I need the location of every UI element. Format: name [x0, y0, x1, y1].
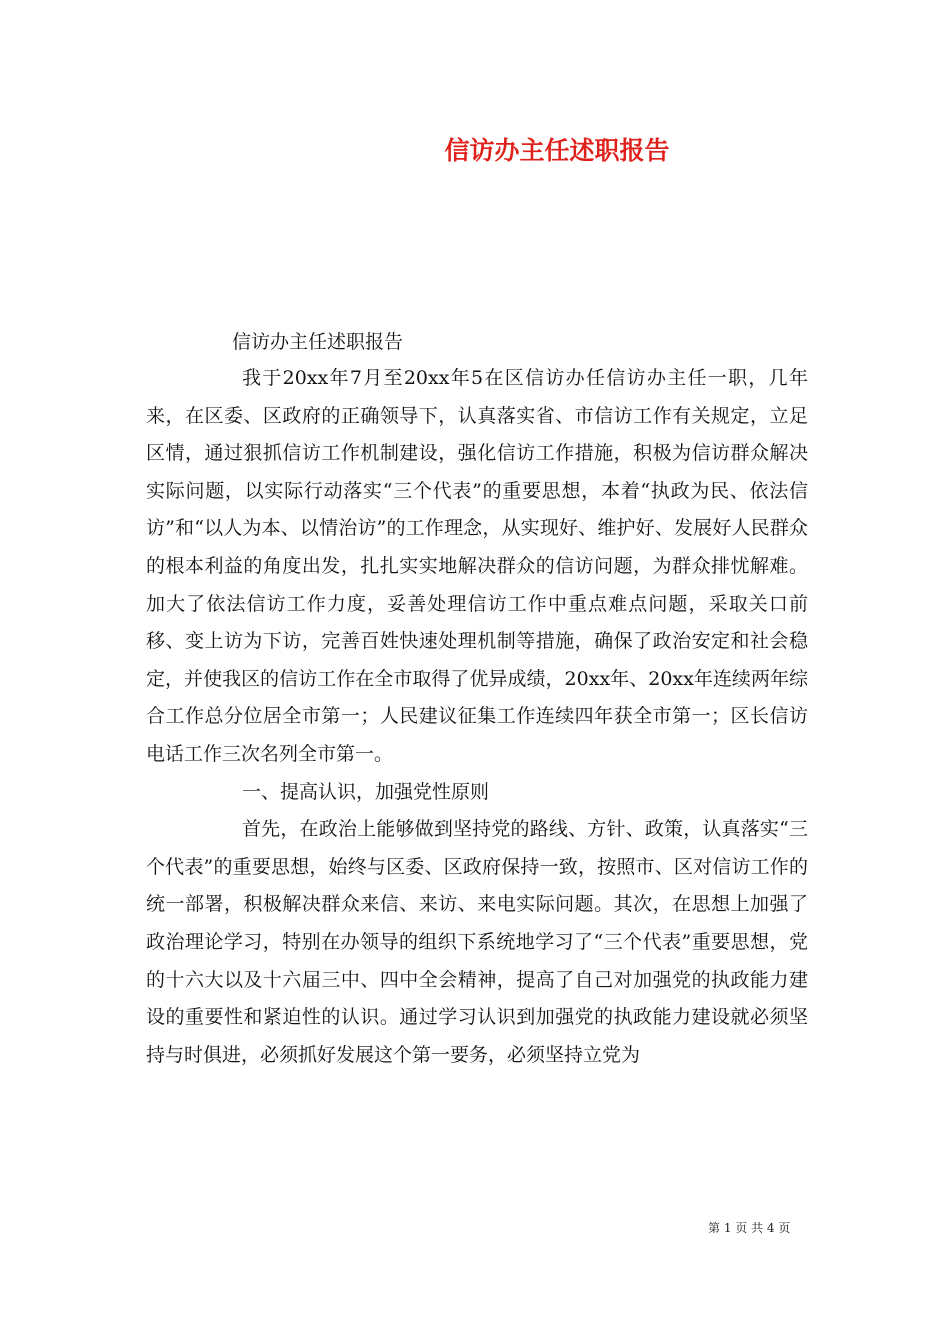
page-number: 第 1 页 共 4 页	[708, 1221, 791, 1235]
document-title: 信访办主任述职报告	[444, 136, 670, 165]
document-body	[146, 324, 808, 1074]
paragraph-section-1: 首先，在政治上能够做到坚持党的路线、方针、政策，认真落实“三个代表”的重要思想，始终与区委、区政府保持一致，按照市、区对信访工作的统一部署，积极解决群众来信、来访、来电实际问题。其次，在思想上加强了政治理论学习，特别在办领导的组织下系统地学习了“三个代表”重要思想，党的十六大以及十六届三中、四中全会精神，提高了自己对加强党的执政能力建设的重要性和紧迫性的认识。通过学习认识到加强党的执政能力建设就必须坚持与时俱进，必须抓好发展这个第一要务，必须坚持立党为	[146, 818, 808, 1066]
paragraph-intro: 我于20xx年7月至20xx年5在区信访办任信访办主任一职，几年来，在区委、区政府的正确领导下，认真落实省、市信访工作有关规定，立足区情，通过狠抓信访工作机制建设，强化信访工作措施，积极为信访群众解决实际问题，以实际行动落实“三个代表”的重要思想，本着“执政为民、依法信访”和“以人为本、以情治访”的工作理念，从实现好、维护好、发展好人民群众的根本利益的角度出发，扎扎实实地解决群众的信访问题，为群众排忧解难。加大了依法信访工作力度，妥善处理信访工作中重点难点问题，采取关口前移、变上访为下访，完善百姓快速处理机制等措施，确保了政治安定和社会稳定，并使我区的信访工作在全市取得了优异成绩，20xx年、20xx年连续两年综合工作总分位居全市第一；人民建议征集工作连续四年获全市第一；区长信访电话工作三次名列全市第一。	[146, 367, 808, 765]
section-heading-1: 一、提高认识，加强党性原则	[242, 780, 490, 803]
document-subtitle: 信访办主任述职报告	[232, 331, 404, 353]
